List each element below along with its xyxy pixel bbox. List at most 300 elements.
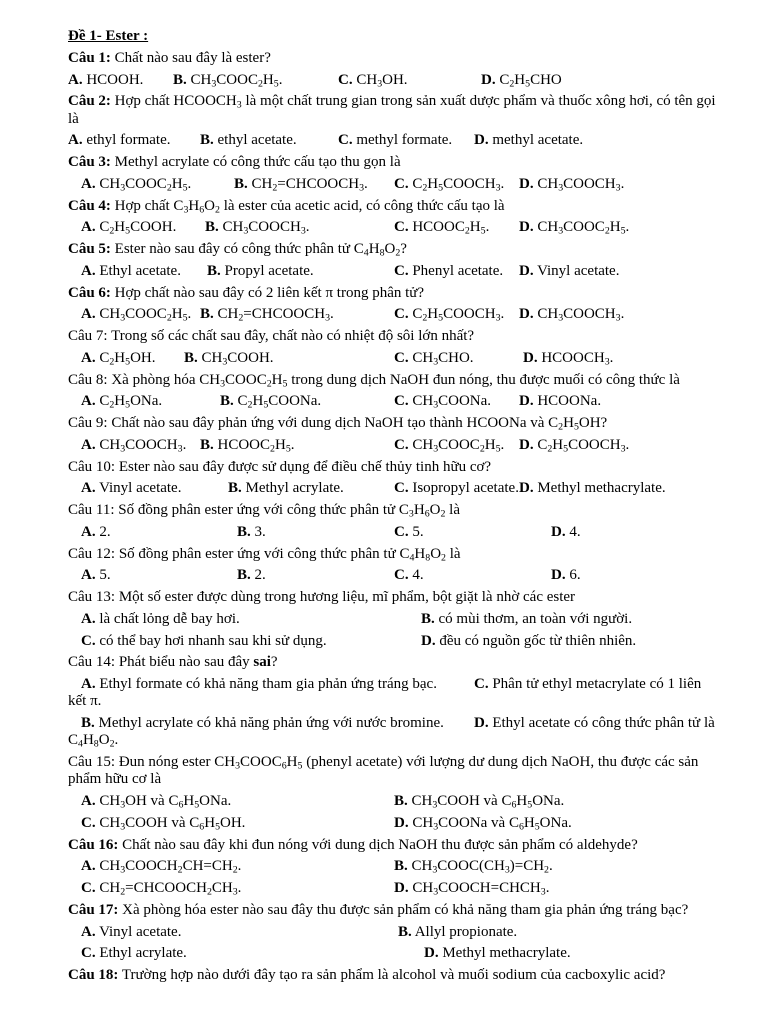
answer-option-c bbox=[394, 263, 503, 279]
subscript: 3 bbox=[433, 443, 439, 455]
answer-letter: B. bbox=[200, 306, 214, 323]
subscript: 2 bbox=[109, 399, 115, 411]
answer-option-d bbox=[551, 524, 581, 540]
answer-option-b bbox=[421, 611, 632, 627]
tab-spacer bbox=[344, 491, 394, 492]
tab-spacer bbox=[111, 578, 237, 579]
subscript: 3 bbox=[359, 182, 365, 194]
tab-spacer bbox=[327, 644, 421, 645]
subscript: 2 bbox=[604, 225, 610, 237]
answer-option-d bbox=[394, 815, 572, 831]
answer-letter: A. bbox=[81, 923, 96, 940]
answer-option-b bbox=[184, 350, 274, 366]
answer-option-c bbox=[338, 72, 408, 88]
answer-text: $CH_3COOC_2H_5$. bbox=[190, 71, 283, 89]
question-9 bbox=[68, 415, 720, 432]
answer-letter: A. bbox=[81, 306, 96, 323]
answer-letter: D. bbox=[519, 262, 534, 279]
answer-letter: B. bbox=[421, 610, 435, 627]
question-text: Chất nào sau đây là ester? bbox=[114, 49, 271, 66]
answer-option-b bbox=[200, 132, 297, 148]
answer-text: Methyl acrylate có khả năng phản ứng với nước bromine. bbox=[98, 715, 444, 731]
answer-option-a bbox=[81, 567, 111, 583]
answer-letter: D. bbox=[519, 219, 534, 236]
answer-text: Allyl propionate. bbox=[414, 923, 518, 940]
tab-spacer bbox=[282, 83, 338, 84]
answer-letter: C. bbox=[394, 175, 409, 192]
answer-text: $CH_2=CHCOOCH_3$. bbox=[217, 306, 334, 324]
answer-option-c bbox=[394, 350, 474, 366]
tab-spacer bbox=[186, 448, 200, 449]
subscript: 6 bbox=[424, 508, 430, 520]
answer-option-d bbox=[519, 480, 666, 496]
question-text: Đun nóng ester $CH_3COOC_6H_5$ (phenyl acetate) với lượng dư dung dịch NaOH, thu được các sản phẩm hữu cơ là bbox=[68, 754, 699, 788]
answer-row bbox=[68, 924, 720, 941]
answer-row bbox=[68, 524, 720, 541]
answer-option-a bbox=[81, 263, 181, 279]
subscript: 5 bbox=[620, 225, 626, 237]
answer-letter: A. bbox=[68, 71, 83, 88]
tab-spacer bbox=[241, 891, 394, 892]
subscript: 2 bbox=[109, 356, 115, 368]
subscript: 3 bbox=[220, 377, 226, 389]
answer-option-a bbox=[68, 132, 170, 148]
question-list bbox=[68, 50, 720, 985]
subscript: 3 bbox=[433, 399, 439, 411]
tab-spacer bbox=[181, 274, 207, 275]
answer-option-d bbox=[519, 176, 624, 192]
subscript: 2 bbox=[266, 377, 272, 389]
answer-option-a bbox=[68, 72, 143, 88]
answer-letter: C. bbox=[474, 676, 489, 692]
answer-letter: B. bbox=[173, 71, 187, 88]
answer-row bbox=[68, 567, 720, 584]
question-text: Số đồng phân ester ứng với công thức phân tử $C_4H_8O_2$ là bbox=[118, 545, 461, 563]
answer-option-d bbox=[551, 567, 581, 583]
answer-letter: D. bbox=[424, 945, 439, 962]
subscript: 2 bbox=[395, 247, 401, 259]
subscript: 3 bbox=[540, 886, 546, 898]
question-text: Chất nào sau đây khi đun nóng với dung dịch NaOH thu được sản phẩm có aldehyde? bbox=[122, 836, 638, 853]
answer-letter: A. bbox=[68, 132, 83, 149]
answer-option-b bbox=[220, 393, 321, 409]
answer-option-a bbox=[81, 219, 176, 235]
answer-letter: D. bbox=[519, 393, 534, 410]
answer-text: $CH_3COOC_2H_5$. bbox=[99, 306, 192, 324]
question-text: Xà phòng hóa ester nào sau đây thu được sản phẩm có khả năng tham gia phản ứng tráng bạc? bbox=[122, 901, 689, 918]
answer-letter: A. bbox=[81, 349, 96, 366]
tab-spacer bbox=[504, 317, 519, 318]
question-11 bbox=[68, 502, 720, 519]
subscript: 2 bbox=[464, 225, 470, 237]
answer-text: $C_2H_5COOCH_3$. bbox=[412, 306, 505, 324]
answer-letter: C. bbox=[394, 393, 409, 410]
answer-text: là chất lỏng dễ bay hơi. bbox=[99, 610, 240, 627]
answer-row bbox=[68, 480, 720, 497]
subscript: 2 bbox=[558, 421, 564, 433]
answer-letter: C. bbox=[394, 262, 409, 279]
subscript: 3 bbox=[183, 203, 189, 215]
answer-letter: A. bbox=[81, 262, 96, 279]
answer-letter: B. bbox=[398, 923, 412, 940]
subscript: 4 bbox=[363, 247, 369, 259]
answer-option-d bbox=[523, 350, 613, 366]
subscript: 3 bbox=[120, 821, 126, 833]
answer-text: 2. bbox=[99, 523, 111, 540]
answer-option-a bbox=[81, 676, 437, 692]
answer-text: $C_2H_5OH$. bbox=[99, 349, 156, 368]
question-number: Câu 4: bbox=[68, 197, 111, 214]
question-12 bbox=[68, 546, 720, 563]
answer-text: $C_2H_5ONa$. bbox=[99, 393, 163, 411]
question-number: Câu 7: bbox=[68, 328, 108, 344]
subscript: 2 bbox=[440, 508, 446, 520]
question-text: Methyl acrylate có công thức cấu tạo thu gọn là bbox=[114, 154, 401, 170]
answer-letter: C. bbox=[81, 814, 96, 831]
subscript: 2 bbox=[479, 443, 485, 455]
question-number: Câu 6: bbox=[68, 284, 111, 301]
subscript: 2 bbox=[215, 203, 220, 215]
subscript: 2 bbox=[509, 77, 515, 89]
answer-text: HCOOH. bbox=[86, 71, 144, 88]
tab-spacer bbox=[156, 361, 185, 362]
tab-spacer bbox=[181, 491, 228, 492]
answer-text: 5. bbox=[99, 567, 111, 584]
subscript: 5 bbox=[194, 799, 200, 811]
answer-option-c bbox=[394, 393, 491, 409]
answer-letter: D. bbox=[551, 523, 566, 540]
tab-spacer bbox=[295, 448, 395, 449]
answer-letter: A. bbox=[81, 219, 96, 236]
question-text: Phát biểu nào sau đây bbox=[118, 654, 254, 671]
subscript: 5 bbox=[480, 225, 486, 237]
answer-text: 6. bbox=[569, 567, 581, 584]
answer-option-c bbox=[338, 132, 452, 148]
subscript: 2 bbox=[232, 864, 238, 876]
page-title: Đề 1- Ester : bbox=[68, 28, 149, 44]
answer-option-c bbox=[81, 633, 327, 649]
answer-option-d bbox=[421, 633, 636, 649]
tab-spacer bbox=[245, 826, 394, 827]
subscript: 3 bbox=[232, 886, 238, 898]
question-17 bbox=[68, 902, 720, 919]
answer-option-c bbox=[394, 437, 504, 453]
answer-option-b bbox=[200, 306, 334, 322]
tab-spacer bbox=[187, 956, 424, 957]
question-number: Câu 9: bbox=[68, 415, 108, 431]
subscript: 3 bbox=[177, 443, 183, 455]
answer-letter: D. bbox=[519, 306, 534, 323]
answer-text: Ethyl acrylate. bbox=[99, 945, 187, 962]
subscript: 3 bbox=[120, 312, 126, 324]
tab-spacer bbox=[491, 404, 519, 405]
answer-letter: C. bbox=[338, 71, 353, 88]
answer-option-d bbox=[481, 72, 562, 88]
subscript: 6 bbox=[199, 821, 205, 833]
question-2 bbox=[68, 93, 720, 128]
answer-text: $CH_3COOCH_3$. bbox=[99, 436, 187, 455]
answer-text: Phân tử ethyl metacrylate có 1 liên kết π. bbox=[68, 676, 702, 710]
question-text: Một số ester được dùng trong hương liệu, mĩ phẩm, bột giặt là nhờ các ester bbox=[118, 589, 576, 605]
answer-letter: D. bbox=[523, 349, 538, 366]
subscript: 4 bbox=[409, 551, 415, 563]
question-number: Câu 14: bbox=[68, 654, 116, 671]
answer-text: $CH_2=CHCOOCH_2CH_3$. bbox=[99, 880, 242, 898]
tab-spacer bbox=[231, 804, 394, 805]
subscript: 2 bbox=[544, 864, 549, 876]
tab-spacer bbox=[241, 869, 394, 870]
question-6 bbox=[68, 285, 720, 302]
question-text: Ester nào sau đây được sử dụng để điều chế thủy tinh hữu cơ? bbox=[118, 458, 492, 475]
answer-row bbox=[68, 437, 720, 454]
tab-spacer bbox=[143, 83, 173, 84]
answer-option-a bbox=[81, 793, 231, 809]
subscript: 3 bbox=[558, 225, 564, 237]
answer-row bbox=[68, 858, 720, 875]
answer-row bbox=[68, 176, 720, 193]
subscript: 3 bbox=[408, 508, 414, 520]
answer-option-a bbox=[81, 350, 156, 366]
question-number: Câu 5: bbox=[68, 241, 111, 257]
question-8 bbox=[68, 372, 720, 389]
answer-text: $CH_3COOH$ và $C_6H_5OH$. bbox=[99, 814, 246, 833]
subscript: 3 bbox=[325, 312, 331, 324]
subscript: 3 bbox=[235, 760, 241, 772]
answer-option-d bbox=[394, 880, 549, 896]
answer-option-c bbox=[394, 306, 504, 322]
answer-option-c bbox=[394, 524, 424, 540]
answer-text: $CH_3COOC_2H_5$. bbox=[412, 436, 505, 455]
subscript: 3 bbox=[432, 864, 438, 876]
tab-spacer bbox=[503, 274, 519, 275]
question-number: Câu 11: bbox=[68, 502, 115, 518]
answer-letter: D. bbox=[394, 814, 409, 831]
answer-option-b bbox=[200, 437, 295, 453]
question-1 bbox=[68, 50, 720, 67]
answer-text: $CH_3COONa$ và $C_6H_5ONa$. bbox=[412, 814, 572, 833]
answer-text: 3. bbox=[254, 523, 266, 540]
answer-option-b bbox=[81, 715, 444, 731]
answer-letter: C. bbox=[394, 306, 409, 323]
question-14 bbox=[68, 654, 720, 671]
subscript: 2 bbox=[166, 312, 172, 324]
subscript: 2 bbox=[177, 864, 183, 876]
question-16 bbox=[68, 837, 720, 854]
tab-spacer bbox=[266, 535, 394, 536]
subscript: 5 bbox=[125, 399, 131, 411]
answer-letter: D. bbox=[394, 880, 409, 896]
subscript: 3 bbox=[120, 799, 126, 811]
answer-text: $C_2H_5COOH$. bbox=[99, 219, 177, 237]
answer-letter: C. bbox=[394, 219, 409, 236]
answer-row bbox=[68, 715, 720, 750]
answer-letter: C. bbox=[394, 349, 409, 366]
question-13 bbox=[68, 589, 720, 606]
answer-row bbox=[68, 72, 720, 89]
question-number: Câu 10: bbox=[68, 458, 116, 475]
answer-option-a bbox=[81, 924, 181, 940]
answer-letter: B. bbox=[234, 175, 248, 192]
answer-option-c bbox=[394, 480, 519, 496]
subscript: 2 bbox=[120, 886, 126, 898]
subscript: 3 bbox=[222, 356, 228, 368]
tab-spacer bbox=[181, 935, 398, 936]
question-text: Trong số các chất sau đây, chất nào có nhiệt độ sôi lớn nhất? bbox=[111, 328, 475, 344]
subscript: 2 bbox=[422, 182, 428, 194]
answer-text: $CH_3CHO$. bbox=[412, 349, 474, 368]
question-number: Câu 15: bbox=[68, 754, 116, 770]
answer-letter: A. bbox=[81, 175, 96, 192]
answer-text: Ethyl acetate có công thức phân tử là $C_4H_8O_2$. bbox=[68, 715, 715, 750]
subscript: 3 bbox=[120, 443, 126, 455]
subscript: 3 bbox=[433, 821, 439, 833]
tab-spacer bbox=[240, 622, 421, 623]
subscript: 5 bbox=[182, 312, 188, 324]
subscript: 6 bbox=[281, 760, 287, 772]
answer-text: Isopropyl acetate. bbox=[412, 480, 519, 497]
subscript: 5 bbox=[125, 356, 131, 368]
answer-text: 5. bbox=[412, 523, 424, 540]
subscript: 2 bbox=[257, 77, 263, 89]
subscript: 3 bbox=[604, 356, 610, 368]
answer-letter: B. bbox=[184, 349, 198, 366]
answer-option-a bbox=[81, 437, 186, 453]
question-text: Hợp chất $HCOOCH_3$ là một chất trung gian trong sản xuất dược phẩm và thuốc xông hơi, có tên gọi là bbox=[68, 93, 716, 127]
question-text: ? bbox=[270, 654, 278, 671]
answer-option-b bbox=[234, 176, 368, 192]
answer-text: $CH_3OH$ và $C_6H_5ONa$. bbox=[99, 793, 232, 811]
answer-option-b bbox=[173, 72, 282, 88]
answer-letter: C. bbox=[338, 132, 353, 149]
tab-spacer bbox=[266, 578, 394, 579]
subscript: 2 bbox=[547, 443, 553, 455]
tab-spacer bbox=[474, 361, 523, 362]
answer-letter: A. bbox=[81, 393, 96, 410]
subscript: 3 bbox=[377, 77, 383, 89]
answer-option-c bbox=[81, 880, 241, 896]
answer-row bbox=[68, 393, 720, 410]
question-number: Câu 8: bbox=[68, 371, 108, 388]
answer-option-c bbox=[394, 219, 489, 235]
question-4 bbox=[68, 198, 720, 215]
answer-letter: B. bbox=[81, 715, 95, 731]
answer-text: Methyl methacrylate. bbox=[442, 945, 571, 962]
answer-text: $CH_3COOCH_3$. bbox=[222, 219, 310, 237]
question-text: Hợp chất $C_3H_6O_2$ là ester của acetic acid, có công thức cấu tạo là bbox=[114, 197, 505, 215]
question-text: Ester nào sau đây có công thức phân tử $C_4H_8O_2$? bbox=[114, 241, 407, 259]
answer-text: Vinyl acetate. bbox=[537, 262, 620, 279]
subscript: 5 bbox=[285, 443, 291, 455]
answer-option-d bbox=[519, 263, 619, 279]
answer-text: Ethyl formate có khả năng tham gia phản ứng tráng bạc. bbox=[99, 676, 437, 692]
answer-row bbox=[68, 350, 720, 367]
question-number: Câu 18: bbox=[68, 967, 119, 983]
subscript: 3 bbox=[495, 312, 501, 324]
subscript: 5 bbox=[527, 799, 533, 811]
answer-letter: C. bbox=[394, 567, 409, 584]
answer-letter: B. bbox=[394, 793, 408, 809]
tab-spacer bbox=[452, 143, 474, 144]
answer-row bbox=[68, 676, 720, 711]
answer-letter: A. bbox=[81, 523, 96, 540]
answer-letter: A. bbox=[81, 567, 96, 584]
answer-row bbox=[68, 306, 720, 323]
answer-letter: D. bbox=[519, 480, 534, 497]
answer-letter: B. bbox=[205, 219, 219, 236]
tab-spacer bbox=[408, 83, 481, 84]
tab-spacer bbox=[310, 230, 395, 231]
subscript: 5 bbox=[297, 760, 303, 772]
subscript: 3 bbox=[236, 99, 242, 111]
answer-text: $C_2H_5COOCH_3$. bbox=[537, 436, 630, 455]
answer-text: $CH_2=CHCOOCH_3$. bbox=[251, 175, 368, 194]
subscript: 5 bbox=[125, 225, 131, 237]
answer-letter: A. bbox=[81, 480, 96, 497]
answer-option-a bbox=[81, 480, 181, 496]
answer-text: 2. bbox=[254, 567, 266, 584]
answer-option-a bbox=[81, 524, 111, 540]
answer-option-b bbox=[398, 924, 517, 940]
answer-row bbox=[68, 132, 720, 149]
question-text: Chất nào sau đây phản ứng với dung dịch NaOH tạo thành HCOONa và $C_2H_5OH$? bbox=[111, 415, 608, 433]
question-text: Trường hợp nào dưới đây tạo ra sản phẩm là alcohol và muối sodium của cacboxylic acid? bbox=[121, 967, 666, 983]
subscript: 5 bbox=[534, 821, 540, 833]
answer-letter: B. bbox=[228, 480, 242, 497]
answer-text: $CH_3COOCH_3$. bbox=[537, 306, 625, 324]
subscript: 5 bbox=[563, 443, 569, 455]
tab-spacer bbox=[489, 230, 519, 231]
answer-letter: A. bbox=[81, 436, 96, 453]
answer-letter: B. bbox=[200, 436, 214, 453]
answer-option-b bbox=[237, 567, 266, 583]
subscript: 3 bbox=[615, 182, 621, 194]
subscript: 3 bbox=[300, 225, 306, 237]
answer-option-d bbox=[424, 945, 571, 961]
answer-text: $CH_3COOCH=CHCH_3$. bbox=[412, 880, 550, 898]
question-number: Câu 17: bbox=[68, 901, 119, 918]
answer-row bbox=[68, 945, 720, 962]
subscript: 2 bbox=[270, 443, 275, 455]
subscript: 6 bbox=[511, 799, 517, 811]
question-number: Câu 1: bbox=[68, 49, 111, 66]
subscript: 2 bbox=[238, 312, 244, 324]
subscript: 5 bbox=[182, 182, 188, 194]
answer-letter: B. bbox=[237, 523, 251, 540]
subscript: 5 bbox=[495, 443, 501, 455]
subscript: 3 bbox=[120, 182, 126, 194]
answer-text: 4. bbox=[569, 523, 581, 540]
subscript: 2 bbox=[272, 182, 278, 194]
answer-text: Vinyl acetate. bbox=[99, 923, 182, 940]
tab-spacer bbox=[334, 317, 394, 318]
subscript: 3 bbox=[243, 225, 249, 237]
question-5 bbox=[68, 241, 720, 258]
question-number: Câu 2: bbox=[68, 93, 111, 110]
answer-option-d bbox=[519, 219, 629, 235]
answer-row bbox=[68, 263, 720, 280]
answer-letter: C. bbox=[81, 632, 96, 649]
answer-letter: B. bbox=[207, 262, 221, 279]
subscript: 3 bbox=[433, 886, 439, 898]
subscript: 2 bbox=[166, 182, 172, 194]
answer-letter: D. bbox=[421, 632, 436, 649]
answer-option-a bbox=[81, 858, 241, 874]
question-3 bbox=[68, 154, 720, 171]
answer-text: Propyl acetate. bbox=[224, 262, 314, 279]
subscript: 8 bbox=[425, 551, 431, 563]
answer-text: HCOONa. bbox=[537, 393, 602, 410]
answer-letter: C. bbox=[394, 436, 409, 453]
